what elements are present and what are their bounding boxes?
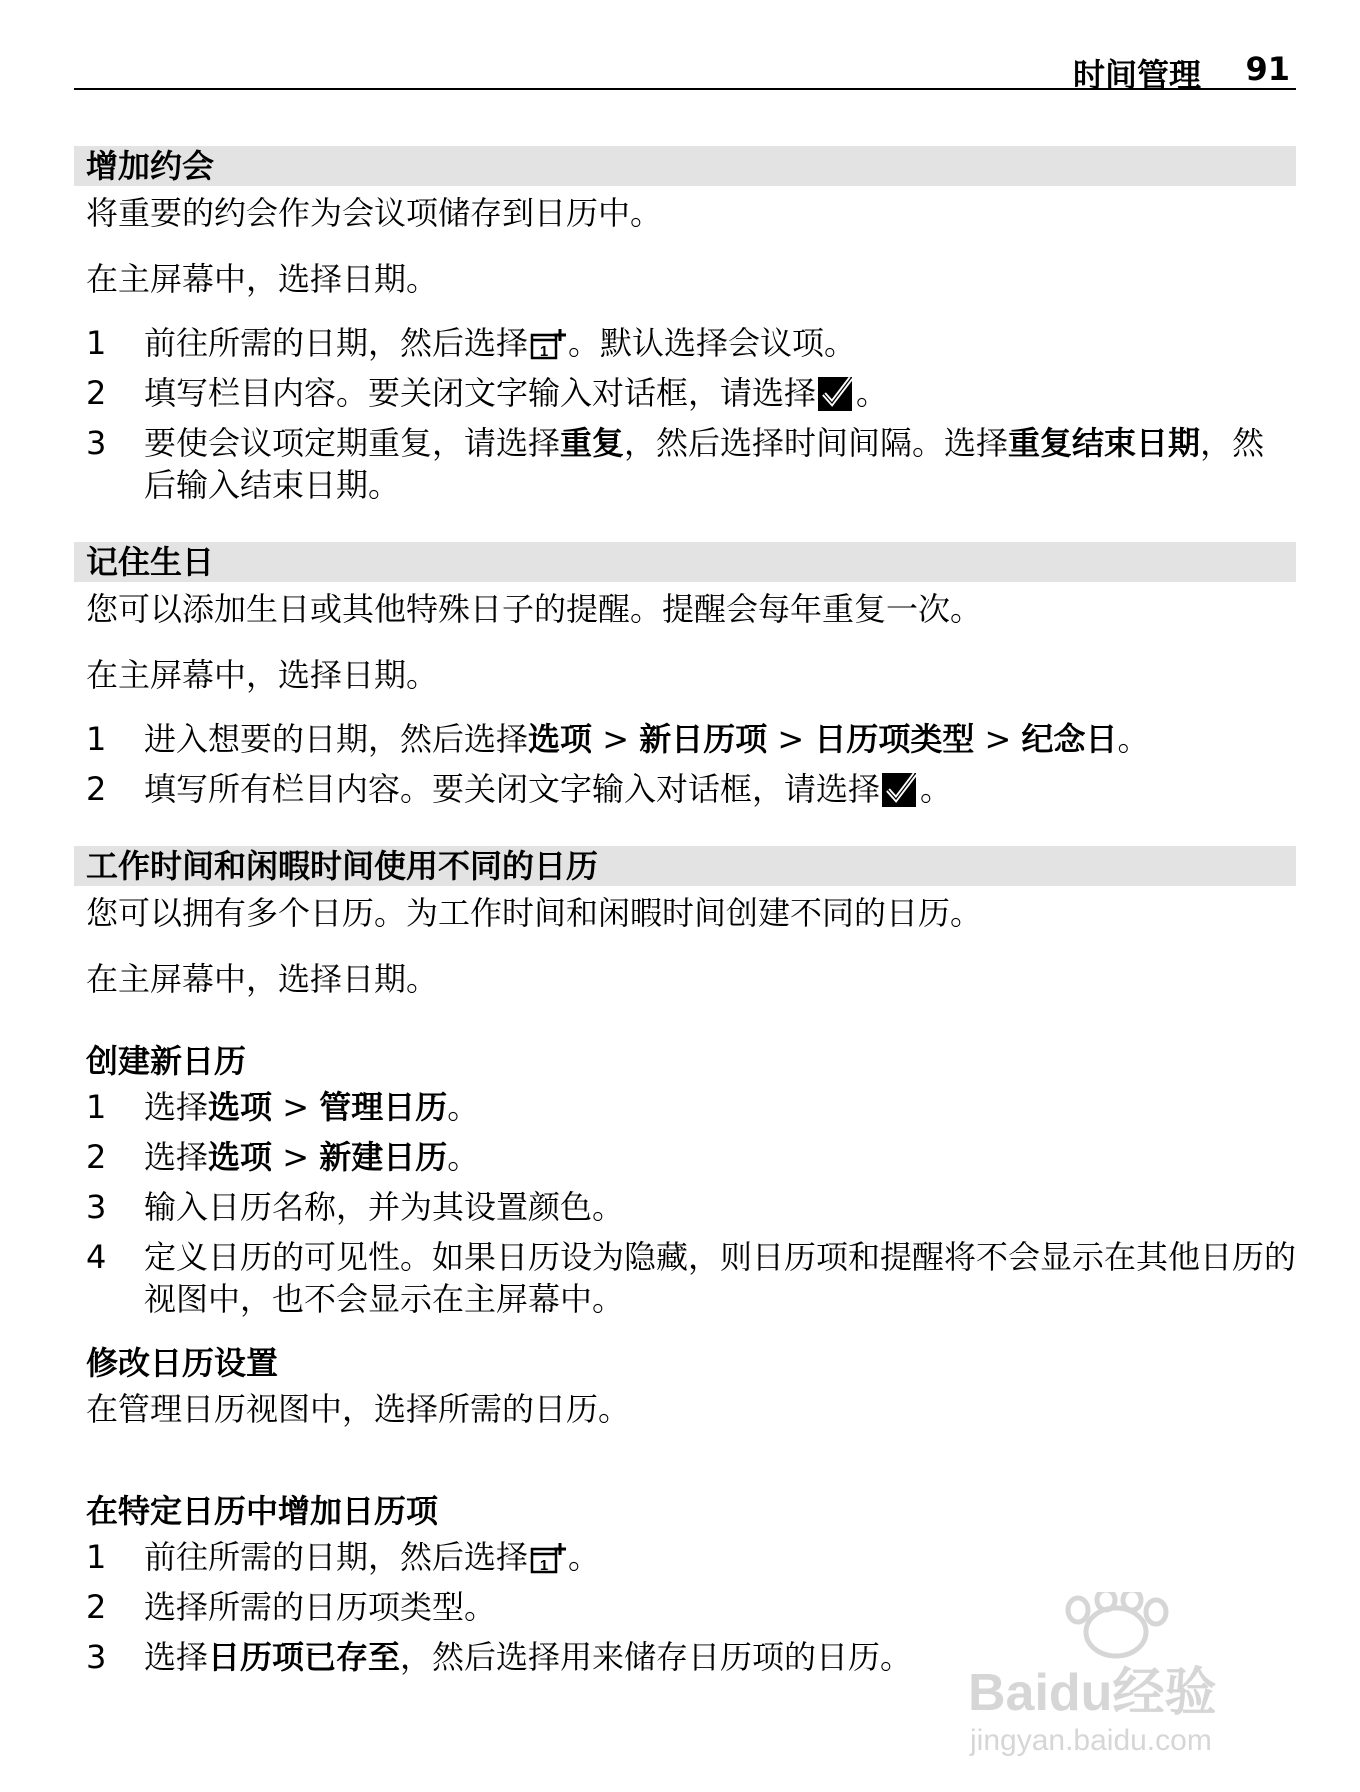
step-text: 。 <box>447 1088 480 1126</box>
step-text: 选择 <box>144 1138 209 1176</box>
step-text: 要使会议项定期重复，请选择 <box>144 424 561 462</box>
step-text: 。 <box>856 374 889 412</box>
step-text: ，然后输入结束日期。 <box>144 424 1265 504</box>
checkmark-done-icon <box>818 375 854 411</box>
menu-separator: > <box>974 720 1022 758</box>
step-text: 填写所有栏目内容。要关闭文字输入对话框，请选择 <box>144 770 881 808</box>
menu-term: 重复结束日期 <box>1008 424 1201 462</box>
step-number: 2 <box>86 770 107 808</box>
modify-calendar-text: 在管理日历视图中，选择所需的日历。 <box>86 1390 631 1428</box>
svg-text:1: 1 <box>539 343 549 360</box>
list-item <box>74 1236 1296 1320</box>
step-text: 。 <box>447 1138 480 1176</box>
appointment-steps <box>74 322 1296 506</box>
birthday-home-instruction: 在主屏幕中，选择日期。 <box>86 656 439 694</box>
list-item <box>74 1086 1296 1128</box>
list-item <box>74 1186 1296 1228</box>
menu-term: 选项 <box>528 720 593 758</box>
menu-term: 纪念日 <box>1021 720 1118 758</box>
step-text: 定义日历的可见性。如果日历设为隐藏，则日历项和提醒将不会显示在其他日历的视图中，也不会显示在主屏幕中。 <box>144 1238 1297 1318</box>
create-calendar-steps <box>74 1086 1296 1320</box>
step-text: 。 <box>1117 720 1150 758</box>
page-number: 91 <box>1245 50 1290 88</box>
calendars-intro: 您可以拥有多个日历。为工作时间和闲暇时间创建不同的日历。 <box>86 894 983 932</box>
step-number: 3 <box>86 1188 107 1226</box>
step-number: 3 <box>86 1638 107 1676</box>
section-heading-calendars: 工作时间和闲暇时间使用不同的日历 <box>74 846 1296 886</box>
subheading-create-calendar: 创建新日历 <box>86 1042 247 1080</box>
menu-term: 日历项已存至 <box>208 1638 401 1676</box>
step-number: 2 <box>86 1138 107 1176</box>
step-text: 选择所需的日历项类型。 <box>144 1588 497 1626</box>
checkmark-done-icon <box>882 771 918 807</box>
birthday-intro: 您可以添加生日或其他特殊日子的提醒。提醒会每年重复一次。 <box>86 590 983 628</box>
step-number: 3 <box>86 424 107 462</box>
step-text: ，然后选择时间间隔。选择 <box>624 424 1009 462</box>
subheading-add-entry: 在特定日历中增加日历项 <box>86 1492 439 1530</box>
step-text: 前往所需的日期，然后选择 <box>144 1538 529 1576</box>
calendar-new-entry-icon <box>530 328 566 360</box>
menu-term: 选项 <box>208 1138 273 1176</box>
calendars-home-instruction: 在主屏幕中，选择日期。 <box>86 960 439 998</box>
step-text: 进入想要的日期，然后选择 <box>144 720 529 758</box>
menu-term: 选项 <box>208 1088 273 1126</box>
menu-term: 日历项类型 <box>814 720 975 758</box>
step-text: 。默认选择会议项。 <box>568 324 857 362</box>
birthday-steps <box>74 718 1296 810</box>
menu-separator: > <box>272 1138 320 1176</box>
chapter-title: 时间管理 <box>1072 56 1201 94</box>
menu-separator: > <box>272 1088 320 1126</box>
menu-separator: > <box>767 720 815 758</box>
appointment-home-instruction: 在主屏幕中，选择日期。 <box>86 260 439 298</box>
step-number: 1 <box>86 1088 107 1126</box>
list-item <box>74 322 1296 364</box>
menu-term: 管理日历 <box>319 1088 448 1126</box>
baidu-watermark <box>966 1592 1278 1760</box>
step-text: 填写栏目内容。要关闭文字输入对话框，请选择 <box>144 374 817 412</box>
paw-logo-icon <box>1068 1592 1166 1656</box>
step-text: 输入日历名称，并为其设置颜色。 <box>144 1188 625 1226</box>
step-text: 选择 <box>144 1088 209 1126</box>
step-text: 。 <box>568 1538 601 1576</box>
menu-term: 新建日历 <box>319 1138 448 1176</box>
step-text: 前往所需的日期，然后选择 <box>144 324 529 362</box>
step-number: 2 <box>86 374 107 412</box>
menu-term: 重复 <box>560 424 625 462</box>
menu-term: 新日历项 <box>639 720 768 758</box>
list-item <box>74 1536 1296 1578</box>
step-number: 1 <box>86 1538 107 1576</box>
step-number: 4 <box>86 1238 107 1276</box>
step-text: ，然后选择用来储存日历项的日历。 <box>400 1638 913 1676</box>
step-number: 1 <box>86 324 107 362</box>
section-heading-appointment: 增加约会 <box>74 146 1296 186</box>
page-header <box>74 46 1296 94</box>
step-number: 2 <box>86 1588 107 1626</box>
step-text: 。 <box>920 770 953 808</box>
step-number: 1 <box>86 720 107 758</box>
menu-separator: > <box>592 720 640 758</box>
watermark-url: jingyan.baidu.com <box>970 1724 1212 1757</box>
watermark-brand: Baidu经验 <box>968 1664 1217 1722</box>
list-item <box>74 1136 1296 1178</box>
step-text: 选择 <box>144 1638 209 1676</box>
list-item <box>74 768 1296 810</box>
page-content <box>74 146 1296 1686</box>
svg-text:1: 1 <box>539 1557 549 1574</box>
subheading-modify-calendar: 修改日历设置 <box>86 1344 279 1382</box>
list-item <box>74 372 1296 414</box>
appointment-intro: 将重要的约会作为会议项储存到日历中。 <box>86 194 663 232</box>
list-item <box>74 422 1296 506</box>
section-heading-birthday: 记住生日 <box>74 542 1296 582</box>
list-item <box>74 718 1296 760</box>
calendar-new-entry-icon <box>530 1542 566 1574</box>
